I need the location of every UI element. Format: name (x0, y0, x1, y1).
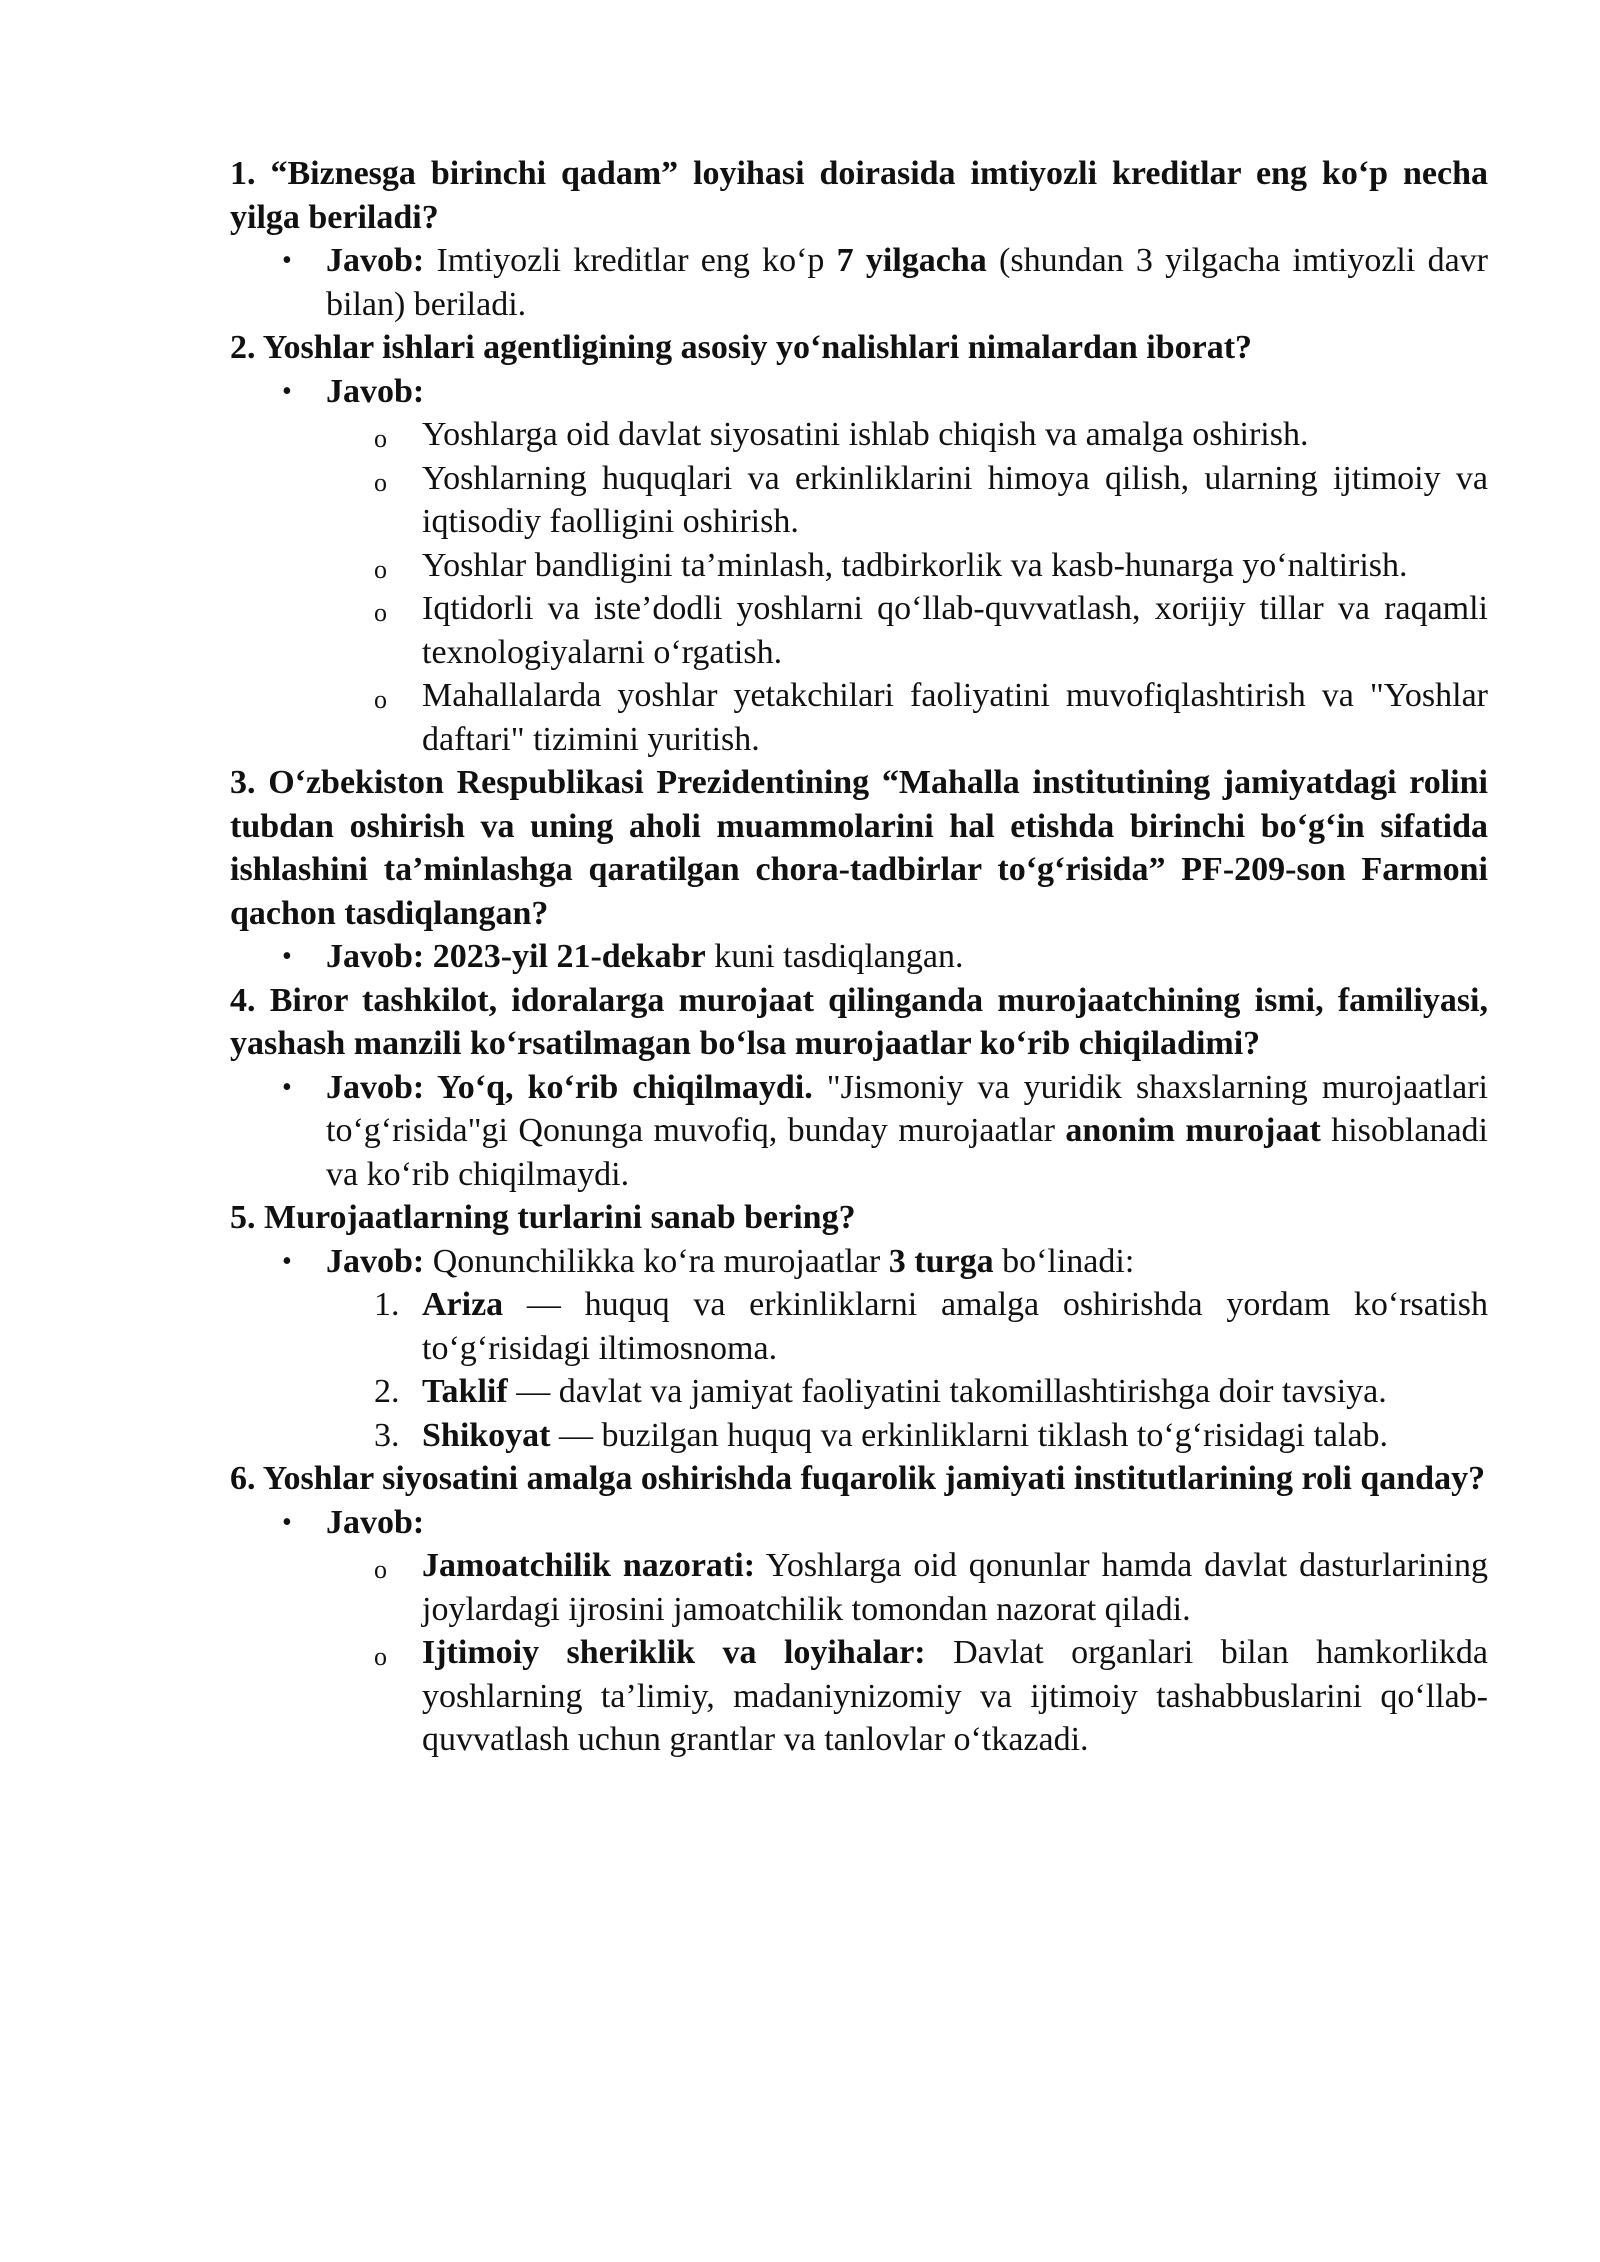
answer-text: kuni tasdiqlangan. (705, 938, 964, 975)
item-term: Jamoatchilik nazorati: (422, 1547, 756, 1584)
circle-bullet-icon: o (374, 1642, 387, 1671)
list-item: o Yoshlarning huquqlari va erkinliklarini himoya qilish, ularning ijtimoiy va iqtisodiy faolligini oshirish. (374, 459, 1488, 540)
answer-label: Javob: (326, 938, 425, 975)
question-6: 6. Yoshlar siyosatini amalga oshirishda fuqarolik jamiyati institutlarining roli qanday? (230, 1460, 1486, 1497)
circle-bullet-icon: o (374, 554, 387, 584)
list-item: o Yoshlarga oid davlat siyosatini ishlab chiqish va amalga oshirish. (230, 413, 1488, 457)
item-text: Davlat organlari bilan hamkorlikda yoshlarning ta’limiy, madaniynizomiy va ijtimoiy tashabbuslarini qo‘llab-quvvatlash uchun grantlar va tanlovlar o‘tkazadi. (422, 1634, 1488, 1758)
item-term: Ariza (422, 1286, 504, 1323)
circle-bullet-icon: o (374, 424, 387, 453)
document-page (230, 152, 1488, 1762)
list-item: o Iqtidorli va iste’dodli yoshlarni qo‘llab-quvvatlash, xorijiy tillar va raqamli texnologiyalarni o‘rgatish. (374, 590, 1488, 671)
question-2: 2. Yoshlar ishlari agentligining asosiy yo‘nalishlari nimalardan iborat? (230, 329, 1253, 366)
bullet-icon: • (282, 245, 292, 276)
item-text: — huquq va erkinliklarni amalga oshirishda yordam ko‘rsatish to‘g‘risidagi iltimosnoma. (422, 1286, 1488, 1367)
item-number: 3. (374, 1416, 400, 1454)
answer-text: hisoblanadi va ko‘rib chiqilmaydi. (326, 1112, 1488, 1193)
numbered-item (230, 1370, 1488, 1414)
answer-highlight: 2023-yil 21-dekabr (424, 938, 706, 975)
item-term: Taklif (422, 1373, 508, 1410)
item-term: Ijtimoiy sheriklik va loyihalar: (422, 1634, 926, 1671)
list-item: o Yoshlar bandligini ta’minlash, tadbirkorlik va kasb-hunarga yo‘naltirish. (230, 544, 1488, 588)
answer-text: "Jismoniy va yuridik shaxslarning murojaatlari to‘g‘risida"gi Qonunga muvofiq, bunday murojaatlar (326, 1068, 1488, 1149)
answer-1 (230, 239, 1488, 326)
item-text: Yoshlarga oid qonunlar hamda davlat dasturlarining joylardagi ijrosini jamoatchilik tomondan nazorat qiladi. (422, 1547, 1489, 1628)
answer-highlight: 7 yilgacha (836, 242, 987, 279)
answer-highlight: Yo‘q, ko‘rib chiqilmaydi. (424, 1068, 813, 1106)
answer-6 (230, 1501, 1488, 1545)
answer-text: Imtiyozli kreditlar eng ko‘p (424, 242, 837, 279)
bullet-icon: • (282, 1071, 292, 1103)
list-item: o Mahallalarda yoshlar yetakchilari faoliyatini muvofiqlashtirish va "Yoshlar daftari" tizimini yuritish. (374, 677, 1488, 758)
answer-label: Javob: (326, 372, 425, 410)
answer-label: Javob: (326, 1503, 425, 1541)
bullet-icon: • (282, 375, 292, 407)
bullet-icon: • (282, 941, 292, 972)
item-term: Shikoyat (422, 1416, 551, 1454)
circle-bullet-icon: o (374, 1555, 387, 1584)
answer-text: bo‘linadi: (993, 1242, 1135, 1280)
item-number: 2. (374, 1373, 400, 1410)
bullet-icon: • (282, 1506, 292, 1538)
question-5: 5. Murojaatlarning turlarini sanab bering? (230, 1199, 856, 1236)
answer-highlight: anonim murojaat (1065, 1112, 1321, 1149)
circle-bullet-icon: o (374, 467, 387, 497)
item-text: — davlat va jamiyat faoliyatini takomillashtirishga doir tavsiya. (507, 1373, 1387, 1410)
list-item (230, 1544, 1488, 1631)
answer-text: Qonunchilikka ko‘ra murojaatlar (424, 1242, 889, 1280)
answer-2 (230, 370, 1488, 414)
answer-label: Javob: (326, 1068, 425, 1106)
circle-bullet-icon: o (374, 598, 387, 627)
answer-label: Javob: (326, 242, 425, 279)
numbered-item (230, 1283, 1488, 1370)
answer-3 (230, 935, 1488, 979)
circle-bullet-icon: o (374, 685, 387, 714)
bullet-icon: • (282, 1245, 292, 1277)
question-4: 4. Biror tashkilot, idoralarga murojaat qilinganda murojaatchining ismi, familiyasi, yashash manzili ko‘rsatilmagan bo‘lsa murojaatlar ko‘rib chiqiladimi? (230, 981, 1488, 1062)
list-item (230, 1631, 1488, 1762)
answer-highlight: 3 turga (888, 1242, 994, 1280)
question-1: 1. “Biznesga birinchi qadam” loyihasi doirasida imtiyozli kreditlar eng ko‘p necha yilga beriladi? (230, 155, 1488, 236)
answer-4 (230, 1066, 1488, 1197)
question-3: 3. O‘zbekiston Respublikasi Prezidentining “Mahalla institutining jamiyatdagi rolini tubdan oshirish va uning aholi muammolarini hal etishda birinchi bo‘g‘in sifatida ishlashini ta’minlashga qaratilgan chora-tadbirlar to‘g‘risida” PF-209-son Farmoni qachon tasdiqlangan? (230, 764, 1488, 932)
item-number: 1. (374, 1286, 400, 1323)
numbered-item (230, 1414, 1488, 1458)
item-text: — buzilgan huquq va erkinliklarni tiklash to‘g‘risidagi talab. (550, 1416, 1389, 1454)
answer-5 (230, 1240, 1488, 1284)
answer-text: (shundan 3 yilgacha imtiyozli davr bilan) beriladi. (326, 242, 1488, 323)
answer-label: Javob: (326, 1242, 425, 1280)
